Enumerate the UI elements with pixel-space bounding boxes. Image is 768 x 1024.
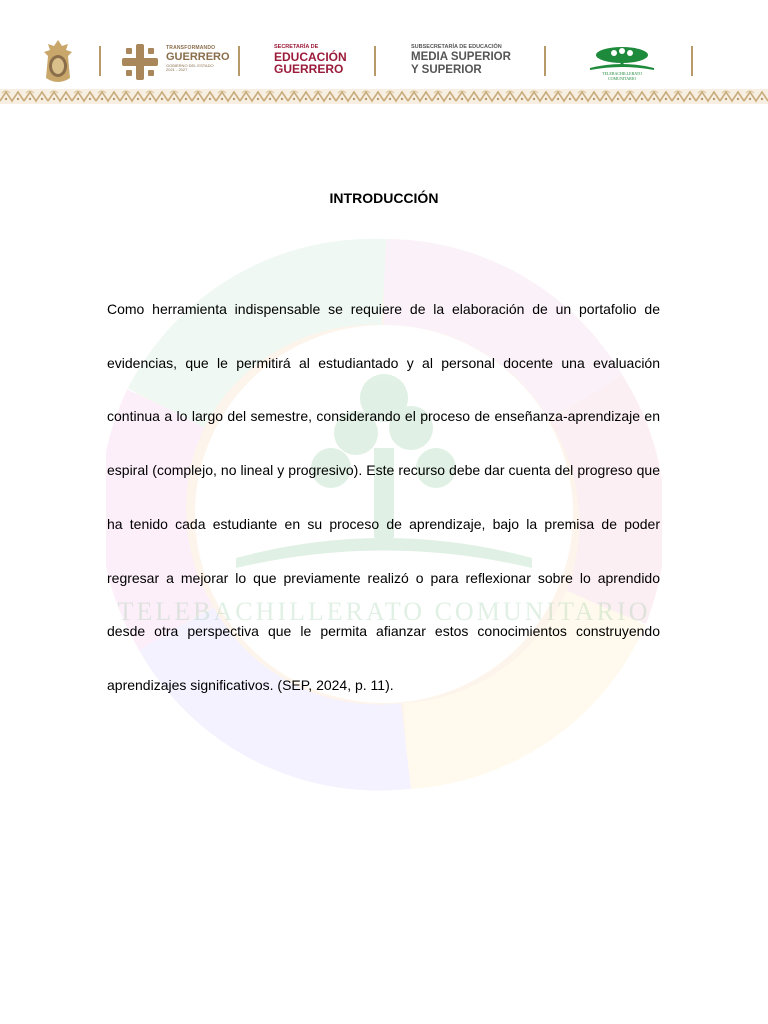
svg-text:COMUNITARIO: COMUNITARIO xyxy=(607,76,637,81)
page-header xyxy=(0,0,768,108)
seg-line2: GUERRERO xyxy=(274,61,344,76)
ems-tagline: SUBSECRETARÍA DE EDUCACIÓN xyxy=(411,44,502,50)
guerrero-emblem-icon xyxy=(120,42,160,82)
svg-text:TELEBACHILLERATO: TELEBACHILLERATO xyxy=(602,71,642,76)
intro-paragraph: Como herramienta indispensable se requiere de la elaboración de un portafolio de evidencias, que le permitirá al estudiantado y al personal docente una evaluación continua a lo largo del semestre, considerando el proceso de enseñanza-aprendizaje en espiral (complejo, no lineal y progresivo). Este recurso debe dar cuenta del progreso que ha tenido cada estudiante en su proceso de aprendizaje, bajo la premisa de poder regresar a mejorar lo que previamente realizó o para reflexionar sobre lo aprendido desde otra perspectiva que le permita afianzar estos conocimientos construyendo aprendizajes significativos. (SEP, 2024, p. 11). xyxy=(107,301,660,693)
guerrero-gov: GOBIERNO DEL ESTADO xyxy=(166,63,214,68)
ems-line2: Y SUPERIOR xyxy=(411,63,482,76)
logo-separator xyxy=(544,46,546,76)
logo-separator xyxy=(374,46,376,76)
ornamental-border xyxy=(0,89,768,104)
seg-line1: EDUCACIÓN xyxy=(274,49,347,64)
logo-separator xyxy=(238,46,240,76)
telebachillerato-logo xyxy=(584,42,660,82)
watermark-text: TELEBACHILLERATO COMUNITARIO xyxy=(117,597,651,626)
ems-logo xyxy=(411,45,511,77)
guerrero-logo xyxy=(120,42,240,82)
guerrero-name: GUERRERO xyxy=(166,51,230,63)
page-title: INTRODUCCIÓN xyxy=(329,190,439,206)
logo-separator xyxy=(99,46,101,76)
logo-separator xyxy=(691,46,693,76)
guerrero-tagline: TRANSFORMANDO xyxy=(166,45,216,51)
seg-logo xyxy=(274,45,347,75)
ems-line1: MEDIA SUPERIOR xyxy=(411,50,511,63)
state-shield-icon xyxy=(42,38,74,86)
seg-tagline: SECRETARÍA DE xyxy=(274,44,319,50)
guerrero-years: 2021 - 2027 xyxy=(166,67,188,72)
logo-row xyxy=(0,36,768,88)
